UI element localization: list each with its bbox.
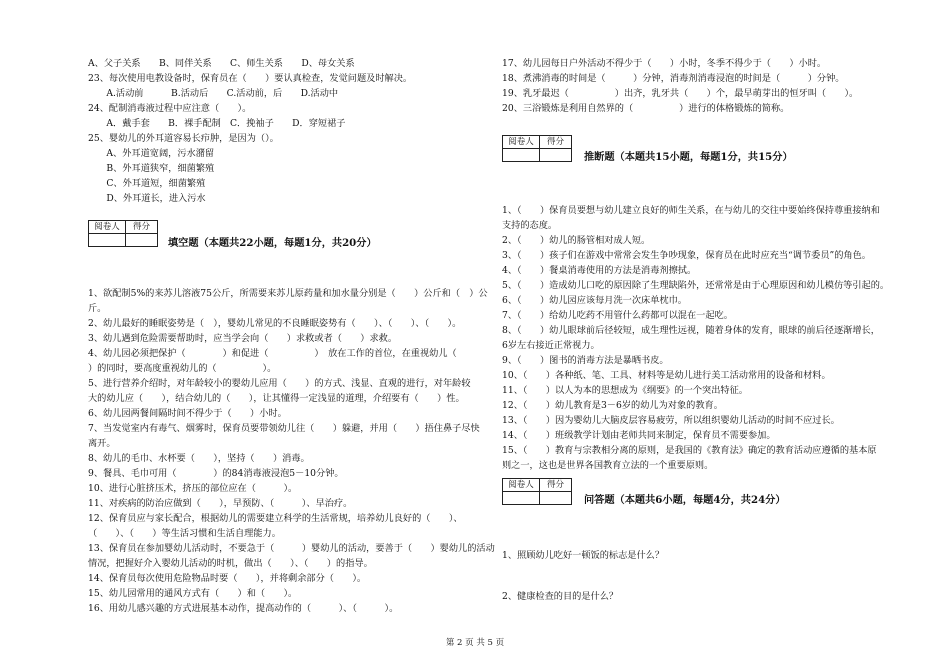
question-24: 24、配制消毒液过程中应注意（ ）。 xyxy=(88,103,252,114)
fill-line: 离开。 xyxy=(88,438,116,449)
fill-line: 19、乳牙最迟（ ）出齐，乳牙共（ ）个，最早萌芽出的恒牙叫（ ）。 xyxy=(502,88,859,99)
judge-line: 2、（ ）幼儿的肠管相对成人短。 xyxy=(502,235,651,246)
option-line: B、外耳道狭窄，细菌繁殖 xyxy=(88,163,215,174)
fill-line: 12、保育员应与家长配合，根据幼儿的需要建立科学的生活常规，培养幼儿良好的（ ）、 xyxy=(88,513,463,524)
score-label: 得分 xyxy=(132,222,150,232)
fill-line: 2、幼儿最好的睡眠姿势是（ ），婴幼儿常见的不良睡眠姿势有（ ）、（ ）、（ ）。 xyxy=(88,318,462,329)
judge-line: 3、（ ）孩子们在游戏中常常会发生争吵现象，保育员在此时应充当“调节委员”的角色。 xyxy=(502,250,871,261)
fill-line: 3、幼儿遇到危险需要帮助时，应当学会向（ ）求救或者（ ）求救。 xyxy=(88,333,398,344)
fill-line: 17、幼儿园每日户外活动不得少于（ ）小时，冬季不得少于（ ）小时。 xyxy=(502,58,827,69)
grader-label: 阅卷人 xyxy=(503,136,540,148)
judge-line: 4、（ ）餐桌消毒使用的方法是消毒剂擦拭。 xyxy=(502,265,697,276)
fill-line: 14、保育员每次使用危险物品时要（ ），并将剩余部分（ ）。 xyxy=(88,573,367,584)
fill-line: 7、当发觉室内有毒气、烟雾时，保育员要带领幼儿往（ ）躲避，并用（ ）捂住鼻子尽快 xyxy=(88,423,480,434)
fill-line: 18、煮沸消毒的时间是（ ）分钟，消毒剂消毒浸泡的时间是（ ）分钟。 xyxy=(502,73,845,84)
fill-line: 6、幼儿园两餐间隔时间不得少于（ ）小时。 xyxy=(88,408,287,419)
score-box xyxy=(88,220,158,247)
fill-line: 1、欲配制5%的来苏儿溶液75公斤，所需要来苏儿原药量和加水量分别是（ ）公斤和（ ）公 xyxy=(88,288,488,299)
score-label: 得分 xyxy=(546,137,564,147)
fill-line: 5、进行营养介绍时，对年龄较小的婴幼儿应用（ ）的方式、浅显、直观的进行，对年龄较 xyxy=(88,378,471,389)
option-line: A、父子关系 B、同伴关系 C、师生关系 D、母女关系 xyxy=(88,58,355,69)
judge-line: 5、（ ）造成幼儿口吃的原因除了生理缺陷外，还常常是由于心理原因和幼儿模仿等引起的。 xyxy=(502,280,890,291)
fill-line: 4、幼儿园必须把保护（ ）和促进（ ） 放在工作的首位，在重视幼儿（ xyxy=(88,348,457,359)
section-title-fill: 填空题（本题共22小题，每题1分，共20分） xyxy=(168,237,377,249)
option-line: C、外耳道短，细菌繁殖 xyxy=(88,178,206,189)
fill-line: 10、进行心脏挤压术，挤压的部位应在（ ）。 xyxy=(88,483,298,494)
option-line: A、外耳道宽阔，污水潴留 xyxy=(88,148,215,159)
judge-line: 9、（ ）图书的消毒方法是暴晒书皮。 xyxy=(502,355,669,366)
page-footer: 第 2 页 共 5 页 xyxy=(445,638,505,648)
question-23: 23、每次使用电教设备时，保育员在（ ）要认真检查，发觉问题及时解决。 xyxy=(88,73,413,84)
option-line: A.活动前 B.活动后 C.活动前，后 D.活动中 xyxy=(88,88,339,99)
fill-line: 20、三浴锻炼是利用自然界的（ ）进行的体格锻炼的简称。 xyxy=(502,103,790,114)
question-25: 25、婴幼儿的外耳道容易长疖肿，是因为（）。 xyxy=(88,133,279,144)
score-box xyxy=(502,478,572,505)
section-title-qa: 问答题（本题共6小题，每题4分，共24分） xyxy=(584,494,786,506)
fill-line: 情况，把握好介入婴幼儿活动的时机，做出（ ）、（ ）的指导。 xyxy=(88,558,373,569)
fill-line: 15、幼儿园常用的通风方式有（ ）和（ ）。 xyxy=(88,588,298,599)
judge-line: 6岁左右接近正常视力。 xyxy=(502,340,600,351)
fill-line: 13、保育员在参加婴幼儿活动时，不要急于（ ）婴幼儿的活动，要善于（ ）婴幼儿的活动 xyxy=(88,543,495,554)
judge-line: 6、（ ）幼儿园应该每月洗一次床单枕巾。 xyxy=(502,295,687,306)
judge-line: 则之一，这也是世界各国教育立法的一个重要原则。 xyxy=(502,460,714,471)
qa-question-1: 1、照顾幼儿吃好一顿饭的标志是什么？ xyxy=(502,550,665,561)
score-label: 得分 xyxy=(546,480,564,490)
fill-line: 大的幼儿应（ ），结合幼儿的（ ），让其懂得一定浅显的道理，介绍要有（ ）性。 xyxy=(88,393,465,404)
judge-line: 11、（ ）以人为本的思想成为《纲要》的一个突出特征。 xyxy=(502,385,748,396)
judge-line: 12、（ ）幼儿教育是3－6岁的幼儿为对象的教育。 xyxy=(502,400,723,411)
score-box xyxy=(502,135,572,162)
fill-line: 8、幼儿的毛巾、水杯要（ ），坚持（ ）消毒。 xyxy=(88,453,310,464)
option-line: D、外耳道长，进入污水 xyxy=(88,193,206,204)
fill-line: 11、对疾病的防治应做到（ ），早预防、（ ）、早治疗。 xyxy=(88,498,353,509)
judge-line: 13、（ ）因为婴幼儿大脑皮层容易疲劳，所以组织婴幼儿活动的时间不应过长。 xyxy=(502,415,840,426)
fill-line: ）的同时，要高度重视幼儿的（ ）。 xyxy=(88,363,277,374)
grader-label: 阅卷人 xyxy=(89,221,126,233)
option-line: A．戴手套 B．裸手配制 C．挽袖子 D．穿短裙子 xyxy=(88,118,346,129)
fill-line: （ ）、（ ）等生活习惯和生活自理能力。 xyxy=(88,528,281,539)
judge-line: 支持的态度。 xyxy=(502,220,558,231)
fill-line: 9、餐具、毛巾可用（ ）的84消毒液浸泡5－10分钟。 xyxy=(88,468,344,479)
grader-label: 阅卷人 xyxy=(503,479,540,491)
fill-line: 16、用幼儿感兴趣的方式进展基本动作，提高动作的（ ）、（ ）。 xyxy=(88,603,399,614)
judge-line: 10、（ ）各种纸、笔、工具、材料等是幼儿进行美工活动常用的设备和材料。 xyxy=(502,370,831,381)
judge-line: 7、（ ）给幼儿吃药不用管什么药都可以混在一起吃。 xyxy=(502,310,733,321)
judge-line: 14、（ ）班级教学计划由老师共同来制定，保育员不需要参加。 xyxy=(502,430,776,441)
section-title-judge: 推断题（本题共15小题，每题1分，共15分） xyxy=(584,151,793,163)
qa-question-2: 2、健康检查的目的是什么？ xyxy=(502,591,619,602)
fill-line: 斤。 xyxy=(88,303,107,314)
judge-line: 8、（ ）幼儿眼球前后径较短，成生理性远视，随着身体的发育，眼球的前后径逐渐增长， xyxy=(502,325,880,336)
judge-line: 15、（ ）教育与宗教相分离的原则，是我国的《教育法》确定的教育活动应遵循的基本原 xyxy=(502,445,877,456)
judge-line: 1、（ ）保育员要想与幼儿建立良好的师生关系，在与幼儿的交往中要始终保持尊重接纳和 xyxy=(502,205,880,216)
